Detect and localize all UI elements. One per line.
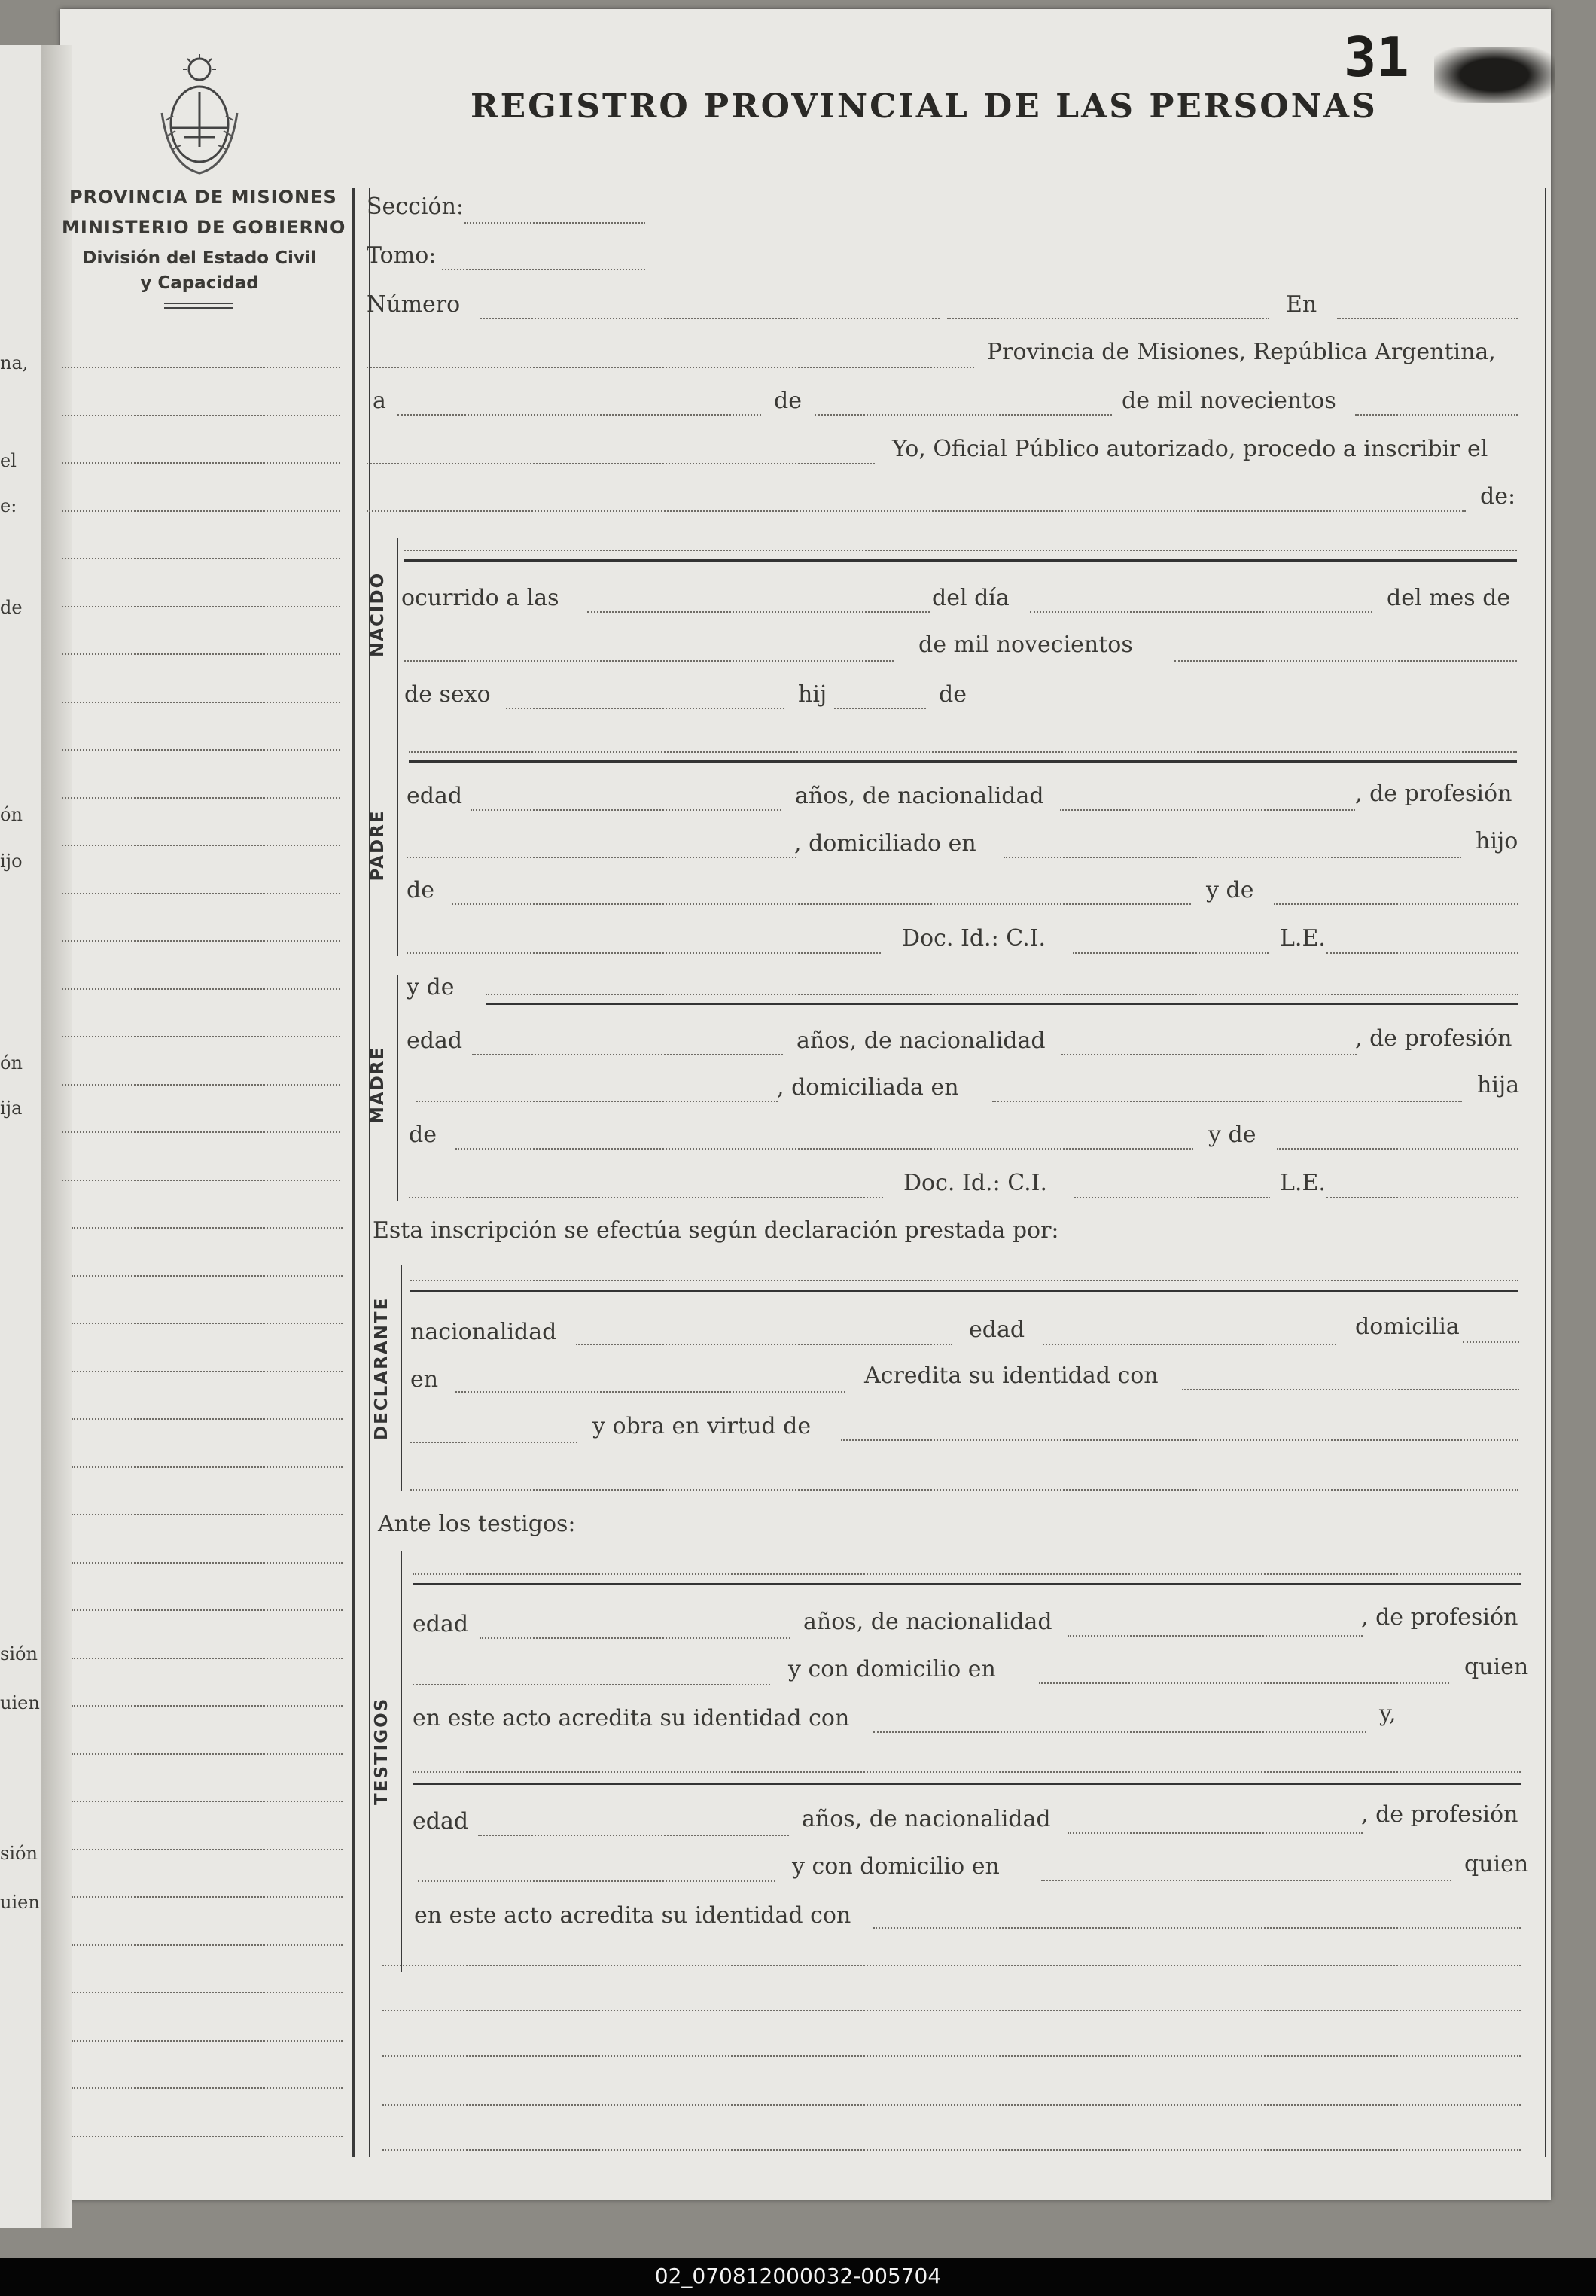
section-label-testigos: TESTIGOS: [372, 1697, 391, 1805]
field-year[interactable]: [1355, 414, 1518, 416]
field-padre-profesion[interactable]: [407, 857, 796, 858]
field-testigo1-profesion[interactable]: [413, 1684, 770, 1685]
field-madre-profesion[interactable]: [416, 1101, 778, 1102]
margin-note-line[interactable]: [62, 1131, 340, 1133]
label-nacido-de: de: [939, 681, 967, 708]
field-madre-domicilio[interactable]: [992, 1101, 1462, 1102]
label-del-mes: del mes de: [1387, 585, 1511, 611]
label-madre-anos: años, de nacionalidad: [796, 1028, 1046, 1054]
margin-note-line[interactable]: [62, 415, 340, 416]
section-label-padre: PADRE: [368, 809, 388, 882]
left-page-fragment: na,: [0, 352, 29, 373]
field-tomo[interactable]: [442, 269, 645, 270]
field-declarante-extra[interactable]: [410, 1489, 1518, 1491]
field-notes-1[interactable]: [382, 1965, 1521, 1966]
label-padre-edad: edad: [407, 783, 463, 809]
field-notes-2[interactable]: [382, 2010, 1521, 2011]
margin-note-line[interactable]: [72, 1418, 343, 1420]
form-title: REGISTRO PROVINCIAL DE LAS PERSONAS: [471, 87, 1378, 126]
field-declarante-en[interactable]: [455, 1391, 845, 1393]
margin-note-line[interactable]: [72, 1753, 343, 1755]
margin-note-line[interactable]: [62, 462, 340, 464]
margin-note-line[interactable]: [72, 1562, 343, 1564]
field-padre-extra[interactable]: [407, 952, 881, 954]
label-testigo1-acredita: en este acto acredita su identidad con: [413, 1705, 850, 1731]
footer-caption: 02_070812000032-005704: [654, 2264, 942, 2288]
label-testigo1-anos: años, de nacionalidad: [803, 1609, 1052, 1635]
left-page-fragment: uien: [0, 1892, 40, 1913]
section-label-nacido: NACIDO: [368, 571, 388, 657]
rule-padre-top: [409, 760, 1517, 763]
label-de-colon: de:: [1480, 483, 1516, 510]
field-madre-edad[interactable]: [472, 1054, 783, 1055]
left-page-fragment: sión: [0, 1843, 38, 1864]
margin-note-line[interactable]: [62, 510, 340, 512]
rule-madre-top: [486, 1003, 1518, 1005]
field-dia[interactable]: [1030, 611, 1372, 613]
left-page-fragment: ón: [0, 804, 23, 825]
margin-note-line[interactable]: [62, 606, 340, 607]
label-padre-le: L.E.: [1280, 925, 1326, 952]
label-mil-novecientos: de mil novecientos: [1122, 388, 1336, 414]
label-del-dia: del día: [932, 585, 1010, 611]
margin-note-line[interactable]: [72, 1514, 343, 1515]
label-seccion: Sección:: [367, 193, 464, 220]
field-testigo2-edad[interactable]: [478, 1835, 789, 1836]
left-page-fragment: de: [0, 597, 23, 618]
left-page-fragment: uien: [0, 1692, 40, 1713]
margin-note-line[interactable]: [72, 1323, 343, 1324]
label-testigo2-acredita: en este acto acredita su identidad con: [414, 1902, 851, 1929]
margin-note-line[interactable]: [62, 749, 340, 751]
label-padre-profesion: , de profesión: [1355, 781, 1512, 807]
label-padre-y-de: y de: [1206, 877, 1254, 903]
label-testigo1-y: y,: [1379, 1701, 1396, 1727]
field-padre-domicilio[interactable]: [1004, 857, 1461, 858]
margin-note-line[interactable]: [62, 1180, 340, 1181]
field-numero[interactable]: [480, 318, 940, 319]
label-hij: hij: [798, 681, 827, 708]
label-en: En: [1286, 291, 1317, 318]
page-number: 31: [1344, 26, 1409, 89]
field-padre-name[interactable]: [409, 751, 1517, 753]
field-padre-edad[interactable]: [471, 809, 781, 811]
field-testigo1-edad[interactable]: [480, 1637, 790, 1639]
margin-note-line[interactable]: [62, 845, 340, 846]
margin-note-line[interactable]: [72, 1275, 343, 1277]
section-label-declarante: DECLARANTE: [372, 1296, 391, 1440]
margin-note-line[interactable]: [62, 1084, 340, 1086]
field-en[interactable]: [1337, 318, 1518, 319]
madre-bracket: [397, 975, 398, 1201]
field-testigo2-acredita[interactable]: [873, 1927, 1521, 1929]
org-ministry: MINISTERIO DE GOBIERNO: [62, 217, 346, 238]
field-oficial-name[interactable]: [367, 463, 875, 464]
org-division: División del Estado Civil: [82, 248, 317, 268]
margin-note-line[interactable]: [72, 1658, 343, 1659]
label-padre-de: de: [407, 877, 434, 903]
field-declarante-edad[interactable]: [1043, 1344, 1336, 1345]
label-testigo1-quien: quien: [1464, 1654, 1529, 1680]
label-de-month: de: [774, 388, 802, 414]
field-madre-madre[interactable]: [1277, 1148, 1518, 1150]
label-testigos-intro: Ante los testigos:: [378, 1511, 576, 1537]
label-testigo2-profesion: , de profesión: [1361, 1801, 1518, 1828]
field-testigo1-name[interactable]: [413, 1573, 1521, 1575]
left-page-fragment: ón: [0, 1052, 23, 1073]
field-testigo2-name[interactable]: [413, 1771, 1521, 1773]
padre-bracket: [397, 730, 398, 956]
testigos-bracket: [401, 1551, 402, 1972]
label-testigo1-profesion: , de profesión: [1361, 1604, 1518, 1631]
label-madre-doc: Doc. Id.: C.I.: [903, 1170, 1048, 1196]
rule-testigos-top: [413, 1583, 1521, 1585]
field-padre-padre[interactable]: [452, 903, 1191, 905]
field-testigo1-nacionalidad[interactable]: [1068, 1635, 1363, 1637]
field-hij[interactable]: [834, 708, 926, 709]
margin-note-line[interactable]: [62, 893, 340, 894]
margin-note-line[interactable]: [72, 1992, 343, 1993]
label-declarante-domicilia: domicilia: [1355, 1314, 1460, 1340]
left-page-fragment: e:: [0, 495, 17, 516]
field-mes[interactable]: [404, 660, 894, 662]
inner-rule: [369, 188, 370, 2157]
label-declarante-nacionalidad: nacionalidad: [410, 1319, 557, 1345]
field-testigo1-domicilio[interactable]: [1039, 1682, 1449, 1684]
label-madre-domiciliada: , domiciliada en: [777, 1074, 959, 1101]
nacido-bracket: [397, 538, 398, 730]
coat-of-arms-emblem: [154, 53, 245, 181]
label-padre-domiciliado: , domiciliado en: [794, 830, 976, 857]
label-padre-hijo: hijo: [1476, 828, 1518, 854]
field-testigo2-domicilio[interactable]: [1041, 1880, 1451, 1881]
org-underline-2: [164, 307, 233, 309]
margin-note-line[interactable]: [72, 1705, 343, 1707]
margin-note-line[interactable]: [72, 2136, 343, 2137]
label-ocurrido: ocurrido a las: [401, 585, 559, 611]
label-declarante-edad: edad: [969, 1317, 1025, 1343]
field-madre-nacionalidad[interactable]: [1061, 1054, 1357, 1055]
org-underline: [164, 303, 233, 304]
label-testigo1-edad: edad: [413, 1611, 469, 1637]
section-label-madre: MADRE: [368, 1046, 388, 1124]
field-notes-3[interactable]: [382, 2055, 1521, 2057]
label-testigo1-domicilio: y con domicilio en: [788, 1656, 996, 1682]
margin-note-line[interactable]: [72, 1609, 343, 1611]
label-madre-profesion: , de profesión: [1355, 1025, 1512, 1052]
field-madre-name[interactable]: [486, 994, 1518, 995]
right-rule: [1545, 188, 1546, 2157]
margin-note-line[interactable]: [62, 702, 340, 703]
left-page-fragment: el: [0, 450, 17, 471]
field-notes-4[interactable]: [382, 2104, 1521, 2106]
margin-note-line[interactable]: [62, 367, 340, 368]
field-declarante-domicilia[interactable]: [1463, 1341, 1519, 1343]
label-padre-anos: años, de nacionalidad: [795, 783, 1044, 809]
margin-note-line[interactable]: [72, 1466, 343, 1468]
declarante-bracket: [401, 1265, 402, 1491]
field-declarante-acredita[interactable]: [1182, 1389, 1519, 1390]
label-numero: Número: [367, 291, 461, 318]
left-page-fragment: ija: [0, 1098, 23, 1119]
margin-note-line[interactable]: [72, 1801, 343, 1802]
field-madre-ci[interactable]: [1074, 1197, 1270, 1198]
field-madre-extra[interactable]: [409, 1197, 883, 1198]
field-padre-nacionalidad[interactable]: [1060, 809, 1355, 811]
field-seccion[interactable]: [464, 222, 645, 224]
label-provincia: Provincia de Misiones, República Argentina,: [987, 339, 1496, 365]
label-yo-oficial: Yo, Oficial Público autorizado, procedo a inscribir el: [892, 436, 1488, 462]
margin-note-line[interactable]: [72, 1944, 343, 1946]
margin-note-line[interactable]: [62, 1036, 340, 1037]
field-sexo[interactable]: [506, 708, 784, 709]
rule-declarante-top: [410, 1290, 1518, 1292]
field-madre-padre[interactable]: [455, 1148, 1193, 1150]
field-padre-madre[interactable]: [1274, 903, 1518, 905]
label-madre-hija: hija: [1477, 1072, 1520, 1098]
label-declarante-intro: Esta inscripción se efectúa según declaración prestada por:: [373, 1217, 1059, 1244]
label-de-sexo: de sexo: [404, 681, 491, 708]
label-madre-de: de: [409, 1122, 437, 1148]
margin-note-line[interactable]: [62, 558, 340, 559]
left-page-fragment: sión: [0, 1643, 38, 1664]
field-declarante-name[interactable]: [410, 1280, 1518, 1281]
page-spine: [41, 45, 72, 2228]
field-locality[interactable]: [367, 367, 974, 368]
label-declarante-obra: y obra en virtud de: [592, 1413, 812, 1439]
field-declarante-obra[interactable]: [841, 1439, 1518, 1441]
label-declarante-en: en: [410, 1366, 439, 1393]
field-madre-le[interactable]: [1326, 1197, 1518, 1198]
label-tomo: Tomo:: [367, 242, 437, 269]
label-madre-le: L.E.: [1280, 1170, 1326, 1196]
label-madre-y-de2: y de: [1208, 1122, 1256, 1148]
margin-note-line[interactable]: [62, 653, 340, 655]
label-declarante-acredita: Acredita su identidad con: [864, 1363, 1159, 1389]
field-day[interactable]: [397, 414, 761, 416]
field-notes-5[interactable]: [382, 2149, 1521, 2151]
label-a: a: [373, 388, 386, 414]
field-declarante-doc[interactable]: [410, 1442, 577, 1443]
margin-note-line[interactable]: [72, 1371, 343, 1372]
margin-note-line[interactable]: [72, 1849, 343, 1850]
label-nacido-mil: de mil novecientos: [918, 632, 1133, 658]
page-number-stain: [1434, 47, 1555, 103]
margin-rule: [352, 188, 355, 2157]
label-madre-edad: edad: [407, 1028, 463, 1054]
margin-note-line[interactable]: [62, 797, 340, 799]
field-testigo2-profesion[interactable]: [418, 1880, 775, 1882]
label-testigo2-edad: edad: [413, 1808, 469, 1835]
field-nacido-name[interactable]: [404, 550, 1517, 551]
field-numero-2[interactable]: [947, 318, 1269, 319]
rule-nacido-top: [404, 559, 1517, 562]
field-padre-le[interactable]: [1326, 952, 1518, 954]
field-padre-ci[interactable]: [1073, 952, 1269, 954]
org-capacity: y Capacidad: [140, 273, 259, 293]
field-nacido-year[interactable]: [1174, 660, 1517, 662]
label-testigo2-quien: quien: [1464, 1851, 1529, 1877]
field-declarante-nacionalidad[interactable]: [576, 1344, 952, 1345]
label-testigo2-anos: años, de nacionalidad: [802, 1806, 1051, 1832]
label-testigo2-domicilio: y con domicilio en: [792, 1853, 1000, 1880]
field-testigo2-nacionalidad[interactable]: [1068, 1832, 1363, 1834]
field-month[interactable]: [815, 414, 1112, 416]
field-hora[interactable]: [587, 611, 930, 613]
margin-note-line[interactable]: [72, 2087, 343, 2089]
label-padre-doc: Doc. Id.: C.I.: [902, 925, 1046, 952]
field-testigo1-acredita[interactable]: [873, 1731, 1366, 1733]
margin-note-line[interactable]: [72, 1227, 343, 1229]
margin-note-line[interactable]: [72, 1896, 343, 1898]
margin-note-line[interactable]: [72, 2040, 343, 2042]
label-madre-y-de: y de: [407, 974, 455, 1000]
left-page-fragment: ijo: [0, 851, 23, 872]
field-inscribir[interactable]: [367, 510, 1466, 512]
margin-note-line[interactable]: [62, 940, 340, 942]
org-province: PROVINCIA DE MISIONES: [69, 187, 337, 208]
rule-testigos-mid: [413, 1783, 1521, 1785]
margin-note-line[interactable]: [62, 988, 340, 990]
